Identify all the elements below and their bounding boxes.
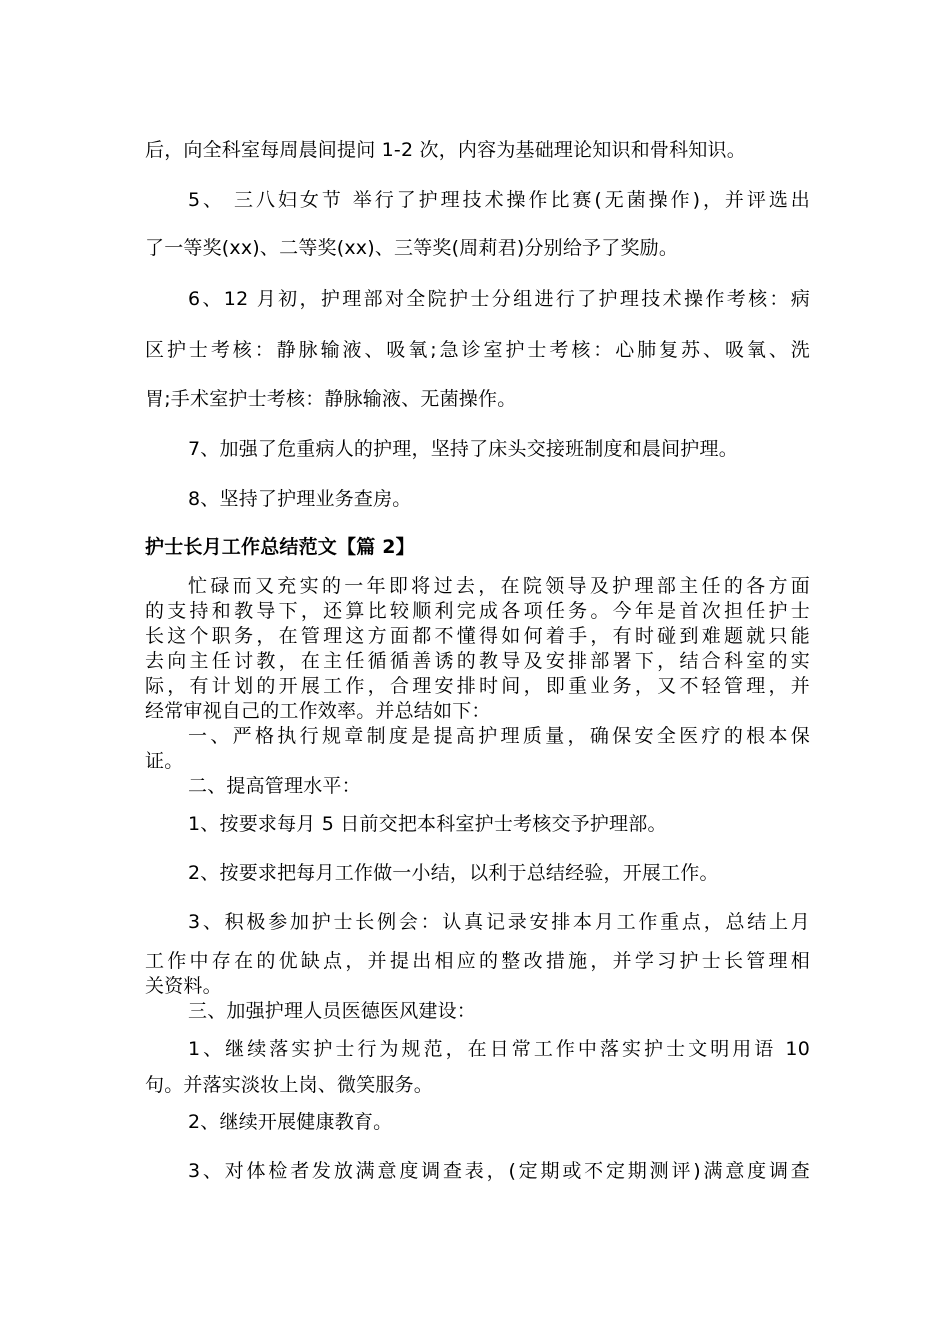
- text-line: 3、对体检者发放满意度调查表，(定期或不定期测评)满意度调查: [188, 1160, 810, 1182]
- text-line: 1、按要求每月 5 日前交把本科室护士考核交予护理部。: [188, 813, 667, 835]
- text-line: 8、坚持了护理业务查房。: [188, 488, 412, 510]
- text-line: 2、继续开展健康教育。: [188, 1111, 393, 1133]
- text-line: 1、继续落实护士行为规范，在日常工作中落实护士文明用语 10: [188, 1038, 810, 1060]
- text-line: 2、按要求把每月工作做一小结，以利于总结经验，开展工作。: [188, 862, 719, 884]
- text-line: 去向主任讨教，在主任循循善诱的教导及安排部署下，结合科室的实: [145, 650, 810, 672]
- text-line: 证。: [145, 750, 184, 772]
- text-line: 长这个职务，在管理这方面都不懂得如何着手，有时碰到难题就只能: [145, 625, 810, 647]
- text-line: 关资料。: [145, 975, 222, 997]
- text-line: 的支持和教导下，还算比较顺利完成各项任务。今年是首次担任护士: [145, 600, 810, 622]
- text-line: 胃;手术室护士考核：静脉输液、无菌操作。: [145, 388, 517, 410]
- text-line: 三、加强护理人员医德医风建设：: [188, 1000, 477, 1022]
- text-line: 7、加强了危重病人的护理，坚持了床头交接班制度和晨间护理。: [188, 438, 738, 460]
- text-line: 际，有计划的开展工作，合理安排时间，即重业务，又不轻管理，并: [145, 675, 810, 697]
- text-line: 6、12 月初，护理部对全院护士分组进行了护理技术操作考核：病: [188, 288, 810, 310]
- text-line: 工作中存在的优缺点，并提出相应的整改措施，并学习护士长管理相: [145, 950, 810, 972]
- text-line: 3、积极参加护士长例会：认真记录安排本月工作重点，总结上月: [188, 911, 810, 933]
- section-heading: 护士长月工作总结范文【篇 2】: [145, 536, 415, 558]
- text-line: 经常审视自己的工作效率。并总结如下：: [145, 700, 491, 722]
- text-line: 后，向全科室每周晨间提问 1-2 次，内容为基础理论知识和骨科知识。: [145, 139, 746, 161]
- text-line: 区护士考核：静脉输液、吸氧;急诊室护士考核：心肺复苏、吸氧、洗: [145, 339, 810, 361]
- text-line: 忙碌而又充实的一年即将过去，在院领导及护理部主任的各方面: [188, 575, 810, 597]
- text-line: 句。并落实淡妆上岗、微笑服务。: [145, 1074, 434, 1096]
- text-line: 二、提高管理水平：: [188, 775, 361, 797]
- text-line: 5、 三八妇女节 举行了护理技术操作比赛(无菌操作)，并评选出: [188, 189, 810, 211]
- text-line: 一、严格执行规章制度是提高护理质量，确保安全医疗的根本保: [188, 725, 810, 747]
- text-line: 了一等奖(xx)、二等奖(xx)、三等奖(周莉君)分别给予了奖励。: [145, 237, 679, 259]
